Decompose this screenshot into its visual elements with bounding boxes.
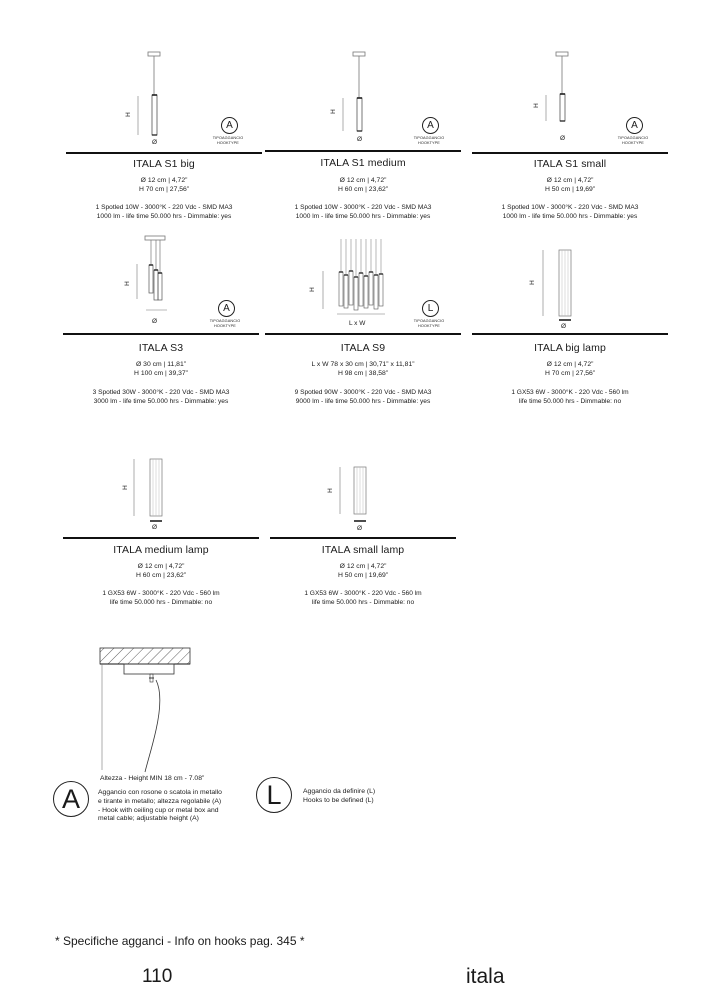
product-itala-medium-lamp xyxy=(63,450,259,630)
product-title: ITALA big lamp xyxy=(534,342,606,354)
hook-detail-drawing xyxy=(90,642,200,774)
height-label: H xyxy=(308,287,316,292)
product-itala-s3 xyxy=(63,225,259,410)
hook-type-a-icon: A xyxy=(626,117,643,134)
height-label: H xyxy=(528,280,536,285)
hook-type-l-icon: L xyxy=(422,300,439,317)
divider-rule xyxy=(265,150,461,152)
product-specs: 1 Spotled 10W - 3000°K - 220 Vdc - SMD MA3 1000 lm - life time 50.000 hrs - Dimmable: yes xyxy=(294,204,432,220)
product-specs: 3 Spotled 30W - 3000°K - 220 Vdc - SMD MA3 3000 lm - life time 50.000 hrs - Dimmable: yes xyxy=(92,389,230,405)
diameter-label: Ø xyxy=(357,136,363,143)
product-itala-s1-big xyxy=(66,40,262,220)
height-label: H xyxy=(532,103,540,108)
hook-type-a-icon: A xyxy=(218,300,235,317)
product-title: ITALA medium lamp xyxy=(113,544,209,556)
height-label: H xyxy=(329,109,337,114)
product-dimensions: Ø 12 cm | 4,72” H 60 cm | 23,62” xyxy=(337,177,389,193)
product-title: ITALA S3 xyxy=(138,342,184,354)
product-specs: 1 Spotled 10W - 3000°K - 220 Vdc - SMD MA3 1000 lm - life time 50.000 hrs - Dimmable: yes xyxy=(501,204,639,220)
hook-type-label: TIPOAGGANCIO HOOKTYPE xyxy=(209,319,241,328)
hook-l-symbol-icon: L xyxy=(256,777,292,813)
product-itala-small-lamp xyxy=(265,450,461,630)
divider-rule xyxy=(265,333,461,335)
hook-l-description: Aggancio da definire (L) Hooks to be defined (L) xyxy=(303,788,376,804)
product-itala-s9 xyxy=(265,225,461,410)
hooks-info-note: * Specifiche agganci - Info on hooks pag. 345 * xyxy=(55,934,305,948)
itala-small-lamp-drawing xyxy=(265,450,461,545)
hook-type-a-icon: A xyxy=(221,117,238,134)
hook-type-label: TIPOAGGANCIO HOOKTYPE xyxy=(413,136,445,145)
divider-rule xyxy=(472,152,668,154)
product-itala-big-lamp xyxy=(472,225,668,410)
product-dimensions: Ø 12 cm | 4,72” H 60 cm | 23,62” xyxy=(135,563,187,579)
product-dimensions: Ø 12 cm | 4,72” H 50 cm | 19,69” xyxy=(544,177,596,193)
product-specs: 1 Spotled 10W - 3000°K - 220 Vdc - SMD MA3 1000 lm - life time 50.000 hrs - Dimmable: yes xyxy=(95,204,233,220)
product-title: ITALA S1 big xyxy=(133,158,195,170)
diameter-label: Ø xyxy=(357,525,363,532)
diameter-label: Ø xyxy=(152,524,158,531)
product-title: ITALA S1 medium xyxy=(320,157,406,169)
divider-rule xyxy=(270,537,456,539)
divider-rule xyxy=(63,537,259,539)
itala-medium-lamp-drawing xyxy=(63,450,259,545)
product-itala-s1-small xyxy=(472,40,668,220)
itala-big-lamp-drawing xyxy=(472,225,668,335)
hook-type-label: TIPOAGGANCIO HOOKTYPE xyxy=(617,136,649,145)
product-itala-s1-medium xyxy=(265,40,461,220)
diameter-label: Ø xyxy=(561,323,567,330)
diameter-label: Ø xyxy=(152,139,158,146)
product-title: ITALA S9 xyxy=(340,342,386,354)
height-label: H xyxy=(121,485,129,490)
divider-rule xyxy=(63,333,259,335)
lxw-label: L x W xyxy=(349,320,366,327)
hook-height-note: Altezza - Height MIN 18 cm - 7.08” xyxy=(100,775,205,782)
product-dimensions: Ø 30 cm | 11,81” H 100 cm | 39,37” xyxy=(134,361,188,377)
product-specs: 9 Spotled 90W - 3000°K - 220 Vdc - SMD MA3 9000 lm - life time 50.000 hrs - Dimmable: yes xyxy=(294,389,432,405)
hook-a-symbol-icon: A xyxy=(53,781,89,817)
height-label: H xyxy=(123,281,131,286)
product-dimensions: Ø 12 cm | 4,72” H 50 cm | 19,69” xyxy=(337,563,389,579)
product-dimensions: Ø 12 cm | 4,72” H 70 cm | 27,56” xyxy=(544,361,596,377)
product-title: ITALA S1 small xyxy=(533,158,607,170)
page-number: 110 xyxy=(142,966,173,987)
hook-type-label: TIPOAGGANCIO HOOKTYPE xyxy=(212,136,244,145)
divider-rule xyxy=(472,333,668,335)
brand-name: itala xyxy=(466,965,505,988)
diameter-label: Ø xyxy=(152,318,158,325)
diameter-label: Ø xyxy=(560,135,566,142)
height-label: H xyxy=(124,112,132,117)
product-dimensions: L x W 78 x 30 cm | 30,71” x 11,81” H 98 cm | 38,58” xyxy=(311,361,415,377)
product-specs: 1 GX53 6W - 3000°K - 220 Vdc - 560 lm life time 50.000 hrs - Dimmable: no xyxy=(304,590,422,606)
height-label: H xyxy=(326,488,334,493)
product-dimensions: Ø 12 cm | 4,72” H 70 cm | 27,56” xyxy=(138,177,190,193)
hook-type-a-icon: A xyxy=(422,117,439,134)
product-specs: 1 GX53 6W - 3000°K - 220 Vdc - 560 lm life time 50.000 hrs - Dimmable: no xyxy=(511,389,629,405)
product-title: ITALA small lamp xyxy=(321,544,405,556)
hook-type-label: TIPOAGGANCIO HOOKTYPE xyxy=(413,319,445,328)
divider-rule xyxy=(66,152,262,154)
hook-a-description: Aggancio con rosone o scatola in metallo e tirante in metallo; altezza regolabile (A) - Hook with ceiling cup or metal box and metal cable; adjustable height (A) xyxy=(98,789,222,823)
product-specs: 1 GX53 6W - 3000°K - 220 Vdc - 560 lm life time 50.000 hrs - Dimmable: no xyxy=(102,590,220,606)
